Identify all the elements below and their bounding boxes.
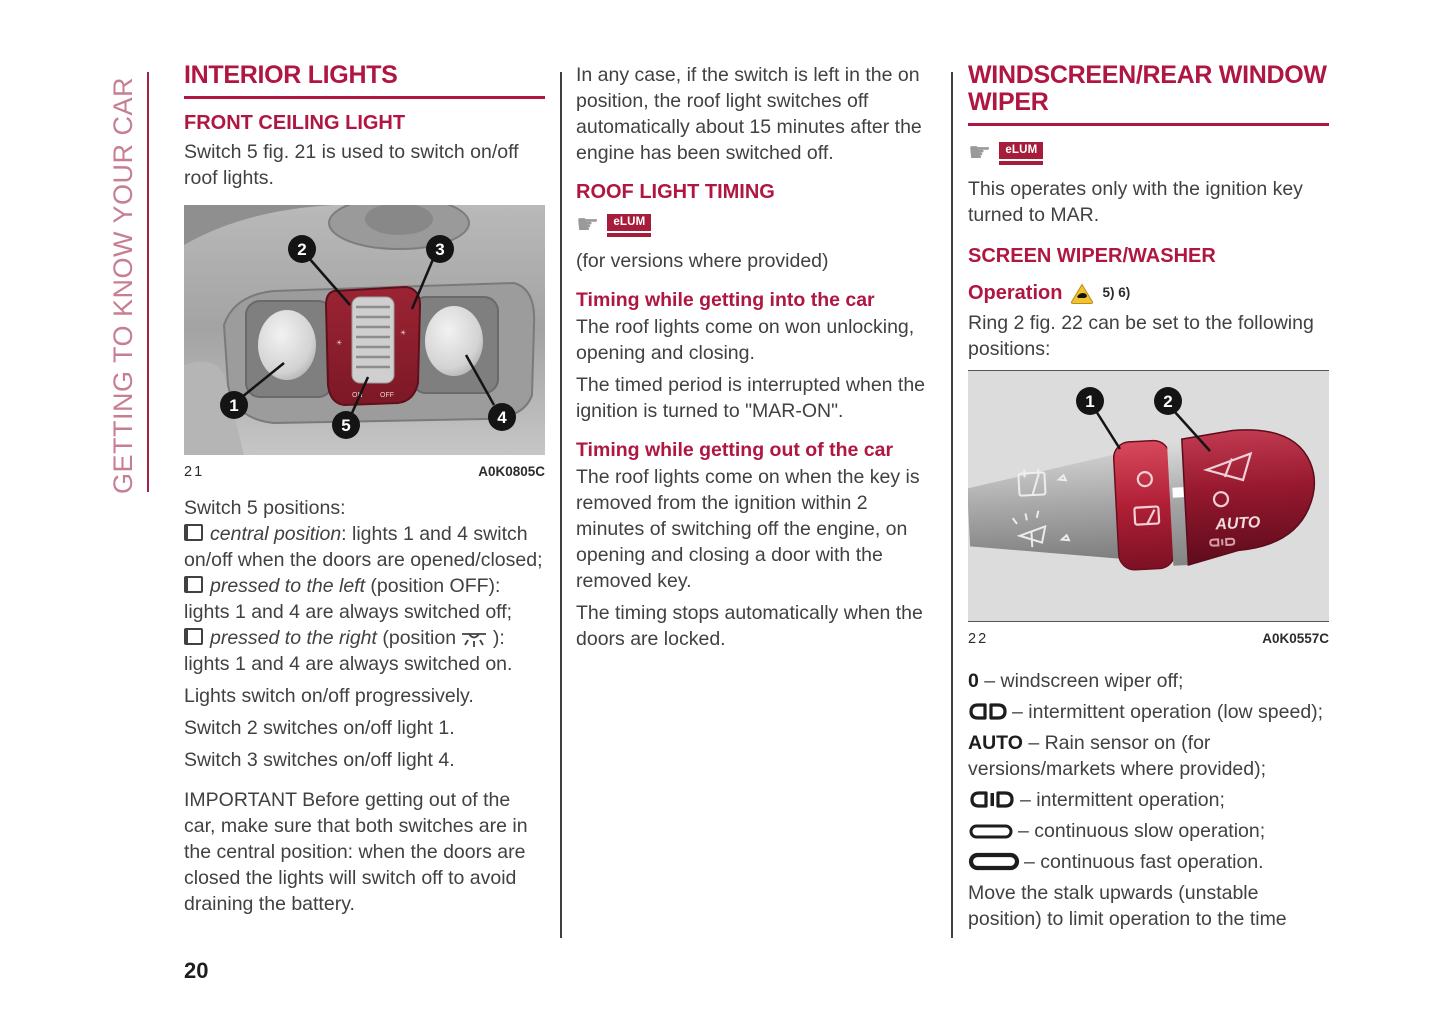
paragraph: (for versions where provided) (576, 250, 829, 272)
roof-light-icon (461, 630, 487, 648)
figure-number: 22 (968, 631, 989, 647)
operation-heading (968, 280, 1329, 306)
svg-text:5: 5 (341, 416, 351, 435)
footnote-refs: 5) 6) (1102, 285, 1131, 300)
elum-reference (576, 210, 937, 240)
square-bullet-icon (184, 576, 203, 593)
paragraph: Switch 3 switches on/off light 4. (184, 749, 455, 771)
pointing-hand-icon: ☛ (576, 210, 600, 240)
figure-21 (184, 205, 545, 485)
section-heading: WINDSCREEN/REAR WINDOW WIPER (968, 62, 1329, 126)
subsection-heading: SCREEN WIPER/WASHER (968, 245, 1216, 267)
paragraph: The roof lights come on won unlocking, opening and closing. (576, 316, 915, 364)
square-bullet-icon (184, 628, 203, 645)
paragraph: The timed period is interrupted when the ignition is turned to "MAR-ON". (576, 374, 926, 422)
svg-text:☀: ☀ (336, 340, 343, 347)
figure-22 (968, 370, 1329, 652)
column-windscreen-wiper (968, 62, 1329, 932)
svg-text:2: 2 (1163, 392, 1173, 411)
bullet-item: central position: lights 1 and 4 switch on/off when the doors are opened/closed; (184, 523, 543, 571)
svg-text:ON: ON (352, 392, 363, 399)
wiper-position-item: – continuous slow operation; (968, 818, 1329, 844)
section-heading: INTERIOR LIGHTS (184, 62, 545, 99)
paragraph: Ring 2 fig. 22 can be set to the following positions: (968, 312, 1314, 360)
svg-text:OFF: OFF (380, 392, 394, 399)
wiper-position-item: 0 – windscreen wiper off; (968, 670, 1184, 692)
paragraph: Lights switch on/off progressively. (184, 685, 474, 707)
wiper-position-item: – continuous fast operation. (968, 849, 1329, 875)
svg-text:2: 2 (297, 240, 307, 259)
minor-heading: Timing while getting out of the car (576, 439, 894, 461)
chapter-sidebar (100, 70, 146, 494)
figure-caption (968, 626, 1329, 652)
svg-text:4: 4 (497, 408, 507, 427)
svg-text:1: 1 (1085, 392, 1095, 411)
column-interior-lights (184, 62, 545, 923)
paragraph: The roof lights come on when the key is removed from the ignition within 2 minutes of switching off the engine, on opening and closing a door with the removed key. (576, 466, 920, 592)
paragraph: This operates only with the ignition key turned to MAR. (968, 178, 1303, 226)
square-bullet-icon (184, 524, 203, 541)
elum-reference (968, 138, 1329, 168)
chapter-title: GETTING TO KNOW YOUR CAR (108, 76, 138, 494)
page-number: 20 (184, 958, 209, 983)
paragraph: Switch 5 positions: (184, 497, 346, 519)
paragraph: In any case, if the switch is left in the on position, the roof light switches off automatically about 15 minutes after the engine has been switched off. (576, 64, 922, 164)
subsection-heading: FRONT CEILING LIGHT (184, 112, 406, 134)
elum-badge: eLUM (999, 142, 1043, 165)
paragraph: Switch 2 switches on/off light 1. (184, 717, 455, 739)
important-note: IMPORTANT Before getting out of the car, make sure that both switches are in the central position: when the doors are closed the lights will switch off to avoid draining the battery. (184, 789, 528, 915)
wiper-position-item: AUTO – Rain sensor on (for versions/markets where provided); (968, 732, 1267, 780)
column-roof-light-timing (576, 62, 937, 652)
sidebar-rule (147, 72, 149, 492)
svg-text:☀: ☀ (400, 330, 407, 337)
wiper-stalk-photo (968, 370, 1329, 622)
bullet-item: pressed to the right (position ): lights 1 and 4 are always switched on. (184, 627, 513, 675)
svg-text:1: 1 (229, 396, 239, 415)
figure-number: 21 (184, 464, 205, 480)
intermittent-icon (968, 790, 1016, 809)
wiper-position-item: – intermittent operation; (968, 787, 1329, 813)
figure-code: A0K0805C (478, 464, 545, 479)
ceiling-light-photo (184, 205, 545, 455)
minor-heading: Timing while getting into the car (576, 289, 875, 311)
pointing-hand-icon: ☛ (968, 138, 992, 168)
figure-code: A0K0557C (1262, 631, 1329, 646)
warning-triangle-icon (1070, 283, 1094, 304)
figure-caption (184, 459, 545, 485)
column-divider (560, 72, 562, 938)
paragraph: Move the stalk upwards (unstable position) to limit operation to the time (968, 882, 1287, 930)
operation-label: Operation (968, 282, 1063, 304)
column-divider (951, 72, 953, 938)
continuous-fast-icon (968, 852, 1020, 871)
wiper-position-item: – intermittent operation (low speed); (968, 699, 1329, 725)
elum-badge: eLUM (607, 214, 651, 237)
paragraph: The timing stops automatically when the doors are locked. (576, 602, 923, 650)
bullet-item: pressed to the left (position OFF): lights 1 and 4 are always switched off; (184, 575, 513, 623)
subsection-heading: ROOF LIGHT TIMING (576, 181, 775, 203)
svg-text:AUTO: AUTO (1214, 514, 1261, 534)
paragraph: Switch 5 fig. 21 is used to switch on/off roof lights. (184, 141, 519, 189)
svg-text:3: 3 (435, 240, 445, 259)
continuous-slow-icon (968, 823, 1014, 840)
intermittent-low-icon (968, 702, 1008, 721)
